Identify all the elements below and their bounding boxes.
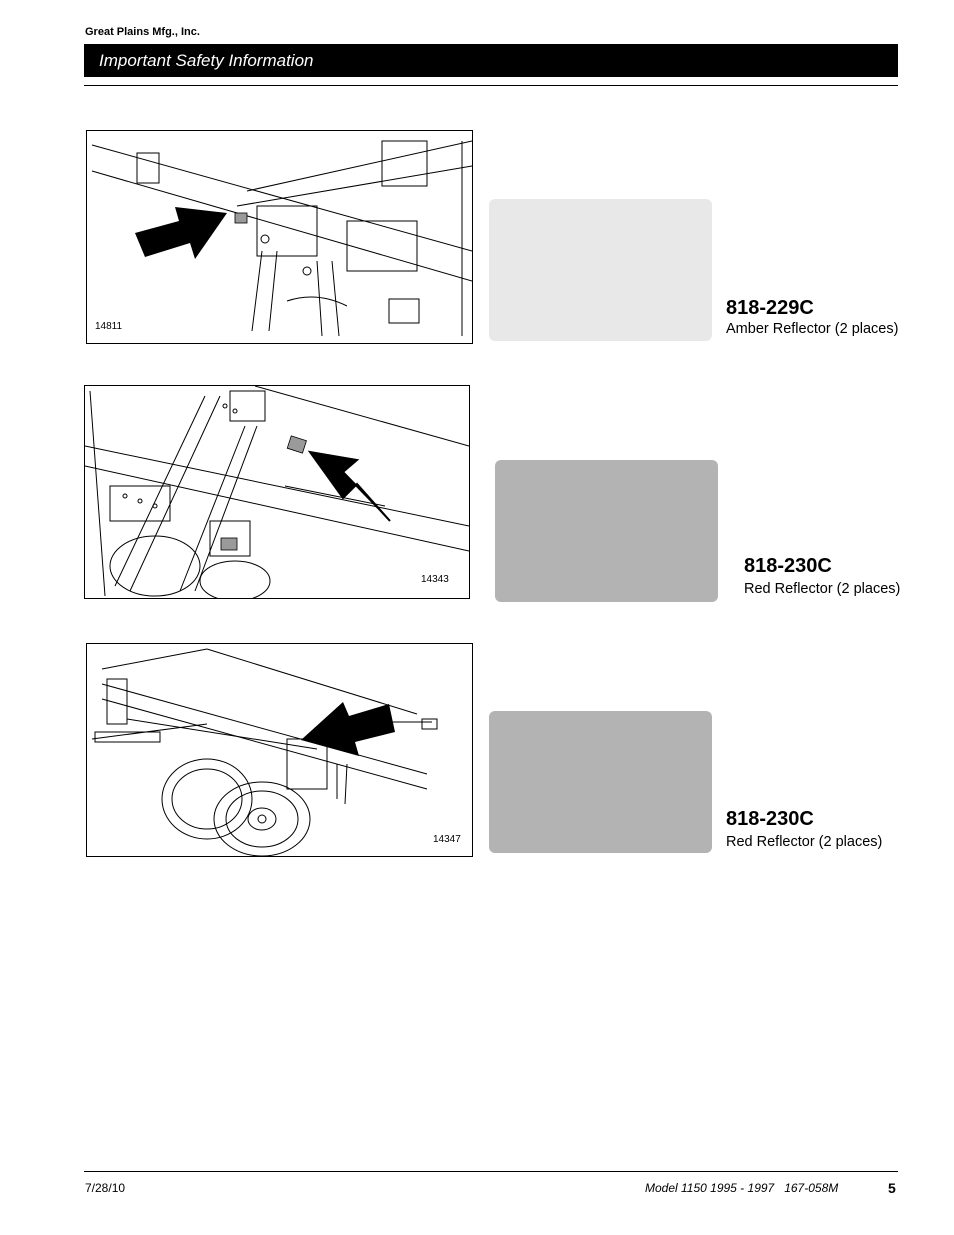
footer-date: 7/28/10 [85, 1181, 126, 1195]
amber-reflector-decal [489, 199, 712, 341]
footer-rule [84, 1171, 898, 1172]
part-number: 818-230C [726, 808, 814, 830]
part-number: 818-230C [744, 555, 832, 577]
figure-2-illustration [85, 386, 470, 599]
figure-number: 14343 [421, 574, 449, 585]
figure-1-illustration [87, 131, 473, 344]
section-title-bar [84, 44, 898, 77]
footer-model: Model 1150 1995 - 1997 167-058M [645, 1181, 839, 1195]
part-description: Red Reflector (2 places) [726, 834, 883, 850]
header-rule [84, 85, 898, 86]
figure-number: 14811 [95, 321, 123, 332]
part-description: Amber Reflector (2 places) [726, 321, 899, 337]
red-reflector-decal [489, 711, 712, 853]
red-reflector-decal [495, 460, 718, 602]
arrow-icon [301, 702, 395, 756]
part-number: 818-229C [726, 297, 814, 319]
figure-1 [86, 130, 473, 344]
company-name: Great Plains Mfg., Inc. [85, 26, 200, 38]
arrow-icon [135, 207, 227, 259]
page-number: 5 [888, 1180, 896, 1196]
figure-number: 14347 [433, 834, 461, 845]
part-description: Red Reflector (2 places) [744, 581, 901, 597]
figure-3-illustration [87, 644, 473, 857]
figure-3 [86, 643, 473, 857]
figure-2 [84, 385, 470, 599]
section-title: Important Safety Information [99, 51, 314, 70]
arrow-icon [310, 452, 390, 521]
